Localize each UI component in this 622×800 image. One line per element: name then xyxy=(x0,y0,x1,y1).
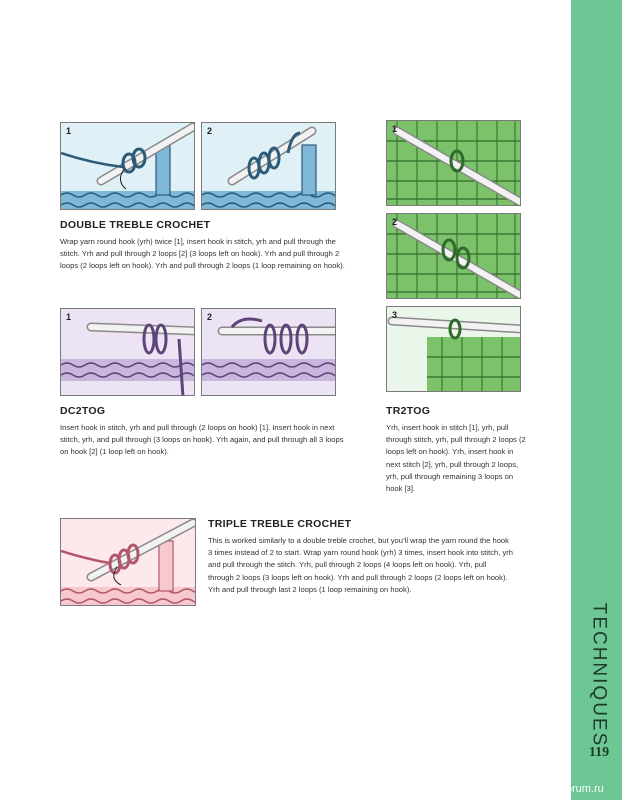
step-number: 1 xyxy=(392,124,398,134)
tr2tog-title: TR2TOG xyxy=(386,405,431,417)
page-number: 119 xyxy=(588,745,610,760)
step-number: 2 xyxy=(392,217,398,227)
tr2tog-drawing-2 xyxy=(387,214,521,299)
dc2tog-title: DC2TOG xyxy=(60,405,106,417)
tr2tog-drawing-1 xyxy=(387,121,521,206)
step-number: 3 xyxy=(392,310,398,320)
step-number: 2 xyxy=(207,126,213,136)
step-number: 1 xyxy=(66,312,72,322)
step-number: 1 xyxy=(66,126,72,136)
tr2tog-illustration-3 xyxy=(386,306,521,392)
watermark: PassionForum.ru xyxy=(520,783,604,795)
double-treble-drawing-1 xyxy=(61,123,195,210)
double-treble-text: Wrap yarn round hook (yrh) twice [1], insert hook in stitch, yrh and pull through the stitch. Yrh and pull through 2 loops [2] (3 loops left on hook). Yrh and pull through 2 loops (2 loops left on hook). Yrh and pull through 2 loops (1 loop remaining on hook). xyxy=(60,237,345,271)
double-treble-drawing-2 xyxy=(202,123,336,210)
tr2tog-text: Yrh, insert hook in stitch [1], yrh, pull through stitch, yrh, pull through 2 loops (2 loops left on hook). Yrh, insert hook in next stitch [2], yrh, pull through 2 loops, yrh, pull through remaining 3 loops on hook [3]. xyxy=(386,423,526,494)
section-title xyxy=(568,590,622,760)
dc2tog-illustration-1 xyxy=(60,308,195,396)
step-number: 2 xyxy=(207,312,213,322)
triple-treble-illustration xyxy=(60,518,196,606)
triple-treble-title: TRIPLE TREBLE CROCHET xyxy=(208,518,352,530)
triple-treble-text: This is worked similarly to a double treble crochet, but you’ll wrap the yarn round the hook 3 times instead of 2 to start. Wrap yarn round hook (yrh) 3 times, insert hook into stitch, yrh and pull through the stitch. Yrh, pull through 2 loops (4 loops left on hook). Yrh, pull through 2 loops (3 loops left on hook). Yrh and pull through 2 loops (2 loops left on hook). Yrh and pull through last 2 loops (1 loop remaining on hook). xyxy=(208,536,514,594)
tr2tog-drawing-3 xyxy=(387,307,521,392)
dc2tog-text: Insert hook in stitch, yrh and pull through (2 loops on hook) [1]. Insert hook in next stitch, yrh, and pull through (3 loops on hook). Yrh again, and pull through all 3 loops on hook [2] (1 loop left on hook). xyxy=(60,423,344,457)
dc2tog-drawing-2 xyxy=(202,309,336,396)
triple-treble-drawing xyxy=(61,519,196,606)
tr2tog-illustration-1 xyxy=(386,120,521,206)
dc2tog-illustration-2 xyxy=(201,308,336,396)
double-treble-illustration-1 xyxy=(60,122,195,210)
double-treble-title: DOUBLE TREBLE CROCHET xyxy=(60,219,211,231)
section-title-text: TECHNIQUES xyxy=(588,602,610,748)
dc2tog-drawing-1 xyxy=(61,309,195,396)
double-treble-illustration-2 xyxy=(201,122,336,210)
tr2tog-illustration-2 xyxy=(386,213,521,299)
